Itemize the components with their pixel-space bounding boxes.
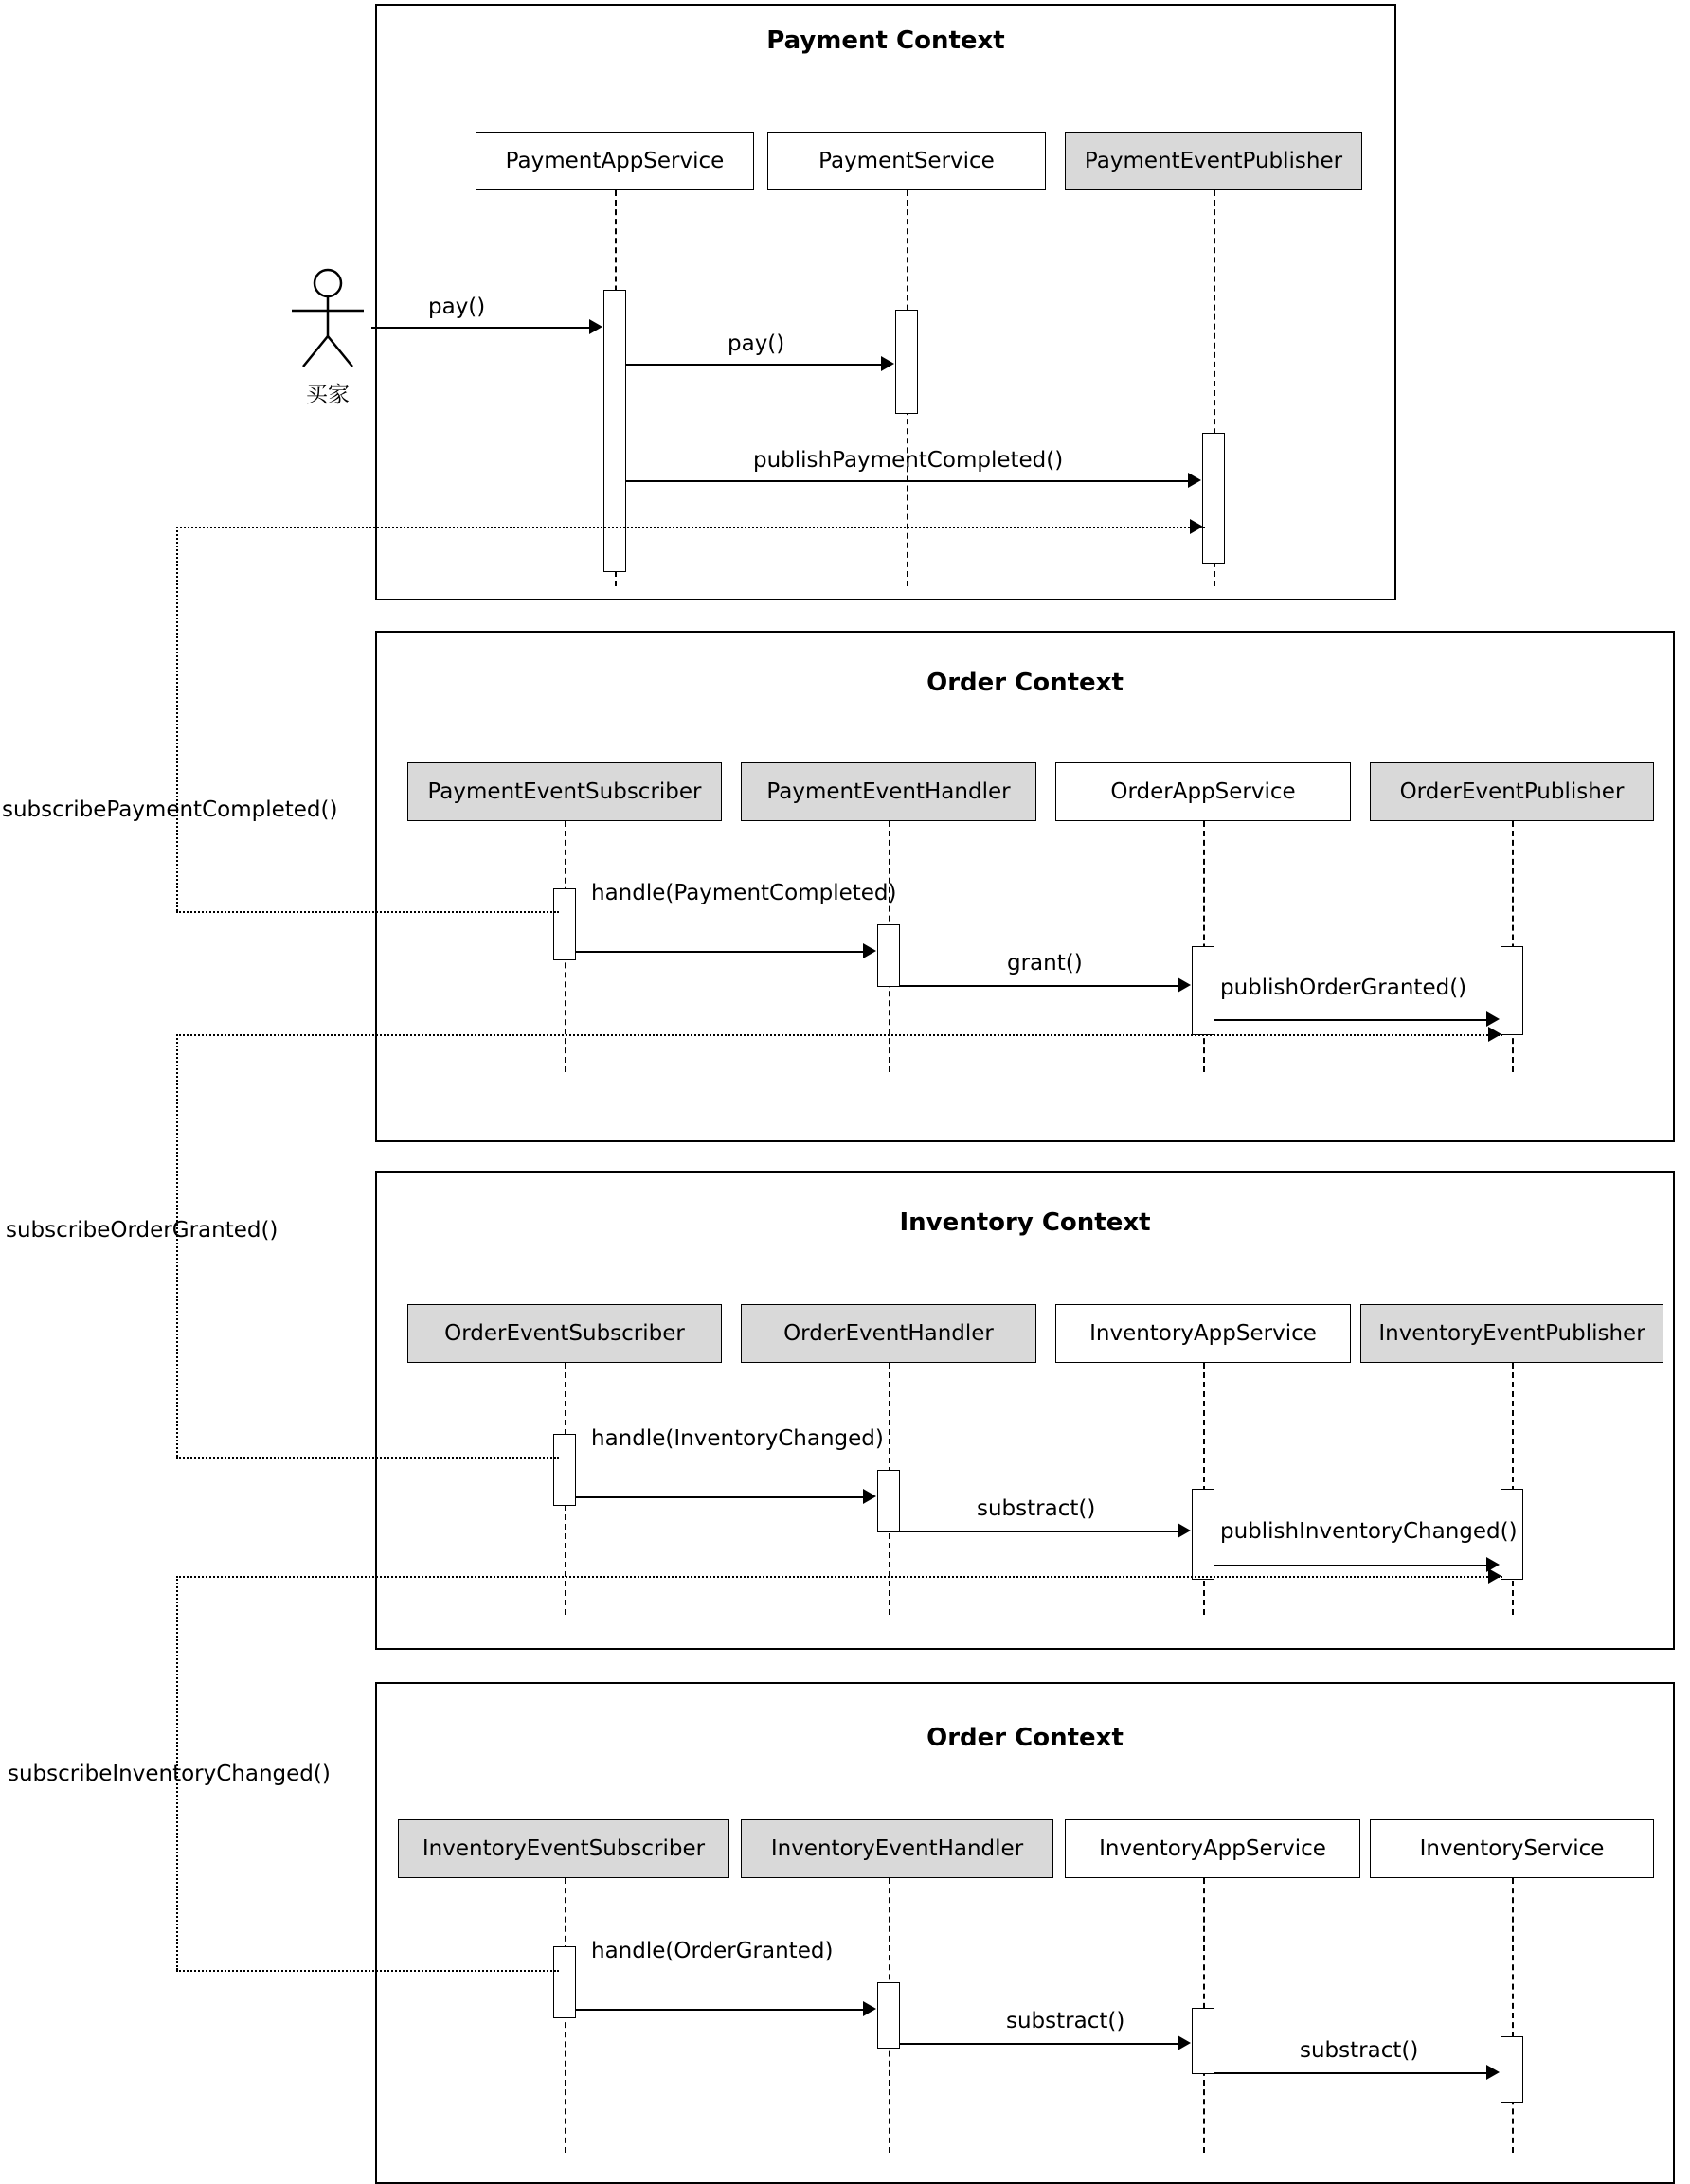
message-label: publishInventoryChanged(): [1220, 1519, 1518, 1544]
message-line: [900, 2043, 1178, 2045]
subscription-route: [176, 1457, 559, 1459]
lifeline-payment-event-subscriber: [407, 762, 722, 821]
lifeline-payment-app-service: [476, 132, 754, 190]
activation-bar: [1192, 2008, 1214, 2074]
arrow-head-icon: [863, 2001, 876, 2016]
context-box-order-1: [375, 631, 1675, 1142]
lifeline-inventory-app-service: [1055, 1304, 1351, 1363]
lifeline-label: InventoryAppService: [1099, 1836, 1326, 1861]
context-title-inventory: Inventory Context: [899, 1208, 1151, 1237]
arrow-head-icon: [1178, 1523, 1191, 1538]
message-line: [900, 1531, 1178, 1532]
lifeline-inventory-event-subscriber: [398, 1819, 729, 1878]
arrow-head-icon: [1178, 2035, 1191, 2050]
arrow-head-icon: [589, 319, 602, 334]
lifeline-label: InventoryEventPublisher: [1378, 1321, 1645, 1346]
message-label: pay(): [728, 331, 785, 356]
message-label: grant(): [1007, 951, 1083, 976]
message-line: [1214, 2072, 1486, 2074]
message-line: [371, 327, 589, 329]
lifeline-dash: [1512, 1878, 1514, 2153]
lifeline-label: OrderEventHandler: [783, 1321, 994, 1346]
message-line: [626, 480, 1188, 482]
message-line: [576, 2009, 863, 2011]
activation-bar: [1202, 433, 1225, 564]
message-line: [1214, 1019, 1486, 1021]
lifeline-inventory-event-publisher: [1360, 1304, 1663, 1363]
activation-bar: [1192, 946, 1214, 1035]
activation-bar: [1192, 1489, 1214, 1580]
message-label: publishOrderGranted(): [1220, 976, 1467, 1000]
lifeline-label: OrderEventPublisher: [1399, 779, 1625, 804]
lifeline-label: OrderAppService: [1110, 779, 1296, 804]
activation-bar: [877, 1982, 900, 2049]
lifeline-order-event-subscriber: [407, 1304, 722, 1363]
subscription-route: [176, 527, 1205, 528]
lifeline-label: PaymentService: [818, 149, 995, 173]
message-line: [576, 951, 863, 953]
arrow-head-icon: [1178, 977, 1191, 993]
lifeline-payment-event-publisher: [1065, 132, 1362, 190]
message-label: pay(): [428, 295, 486, 319]
lifeline-label: PaymentEventPublisher: [1084, 149, 1343, 173]
lifeline-label: InventoryAppService: [1089, 1321, 1317, 1346]
activation-bar: [603, 290, 626, 572]
activation-bar: [1501, 2036, 1523, 2103]
activation-bar: [553, 888, 576, 960]
context-box-order-2: [375, 1682, 1675, 2184]
message-label: publishPaymentCompleted(): [753, 448, 1064, 473]
arrow-head-icon: [1190, 519, 1203, 534]
lifeline-order-event-publisher: [1370, 762, 1654, 821]
lifeline-label: PaymentAppService: [505, 149, 725, 173]
message-line: [626, 364, 881, 366]
arrow-head-icon: [1486, 1011, 1500, 1027]
context-box-inventory: [375, 1171, 1675, 1650]
subscription-label-inventory-changed: subscribeInventoryChanged(): [8, 1762, 331, 1786]
actor-buyer: [284, 268, 371, 372]
subscription-route: [176, 1970, 559, 1972]
lifeline-label: InventoryService: [1419, 1836, 1605, 1861]
lifeline-order-event-handler: [741, 1304, 1036, 1363]
arrow-head-icon: [863, 1489, 876, 1504]
message-line: [1214, 1565, 1486, 1566]
lifeline-label: PaymentEventSubscriber: [427, 779, 702, 804]
arrow-head-icon: [1488, 1027, 1501, 1042]
lifeline-label: OrderEventSubscriber: [444, 1321, 685, 1346]
subscription-route: [176, 1034, 178, 1457]
lifeline-inventory-app-service-2: [1065, 1819, 1360, 1878]
message-label: handle(PaymentCompleted): [591, 881, 897, 905]
subscription-route: [176, 911, 559, 913]
lifeline-label: PaymentEventHandler: [766, 779, 1011, 804]
lifeline-label: InventoryEventSubscriber: [422, 1836, 706, 1861]
activation-bar: [877, 1470, 900, 1532]
subscription-route: [176, 1034, 1502, 1036]
context-title-order-2: Order Context: [926, 1724, 1124, 1752]
subscription-label-order-granted: subscribeOrderGranted(): [6, 1218, 279, 1243]
context-box-payment: [375, 4, 1396, 600]
message-label: substract(): [1006, 2009, 1125, 2033]
lifeline-payment-event-handler: [741, 762, 1036, 821]
message-label: handle(OrderGranted): [591, 1939, 834, 1963]
lifeline-inventory-event-handler: [741, 1819, 1053, 1878]
context-title-order-1: Order Context: [926, 669, 1124, 697]
arrow-head-icon: [1488, 1568, 1501, 1584]
arrow-head-icon: [1486, 2065, 1500, 2080]
activation-bar: [877, 924, 900, 987]
lifeline-inventory-service: [1370, 1819, 1654, 1878]
subscription-route: [176, 527, 178, 911]
lifeline-payment-service: [767, 132, 1046, 190]
message-label: substract(): [977, 1496, 1096, 1521]
activation-bar: [553, 1946, 576, 2018]
lifeline-label: InventoryEventHandler: [770, 1836, 1024, 1861]
subscription-label-payment-completed: subscribePaymentCompleted(): [2, 797, 338, 822]
message-label: handle(InventoryChanged): [591, 1426, 884, 1451]
message-label: substract(): [1300, 2038, 1419, 2063]
lifeline-order-app-service: [1055, 762, 1351, 821]
arrow-head-icon: [863, 943, 876, 958]
context-title-payment: Payment Context: [766, 27, 1005, 55]
actor-label: 买家: [306, 383, 350, 407]
activation-bar: [553, 1434, 576, 1506]
subscription-route: [176, 1576, 1502, 1578]
message-line: [576, 1496, 863, 1498]
activation-bar: [895, 310, 918, 414]
activation-bar: [1501, 946, 1523, 1035]
arrow-head-icon: [881, 356, 894, 371]
message-line: [900, 985, 1178, 987]
arrow-head-icon: [1188, 473, 1201, 488]
